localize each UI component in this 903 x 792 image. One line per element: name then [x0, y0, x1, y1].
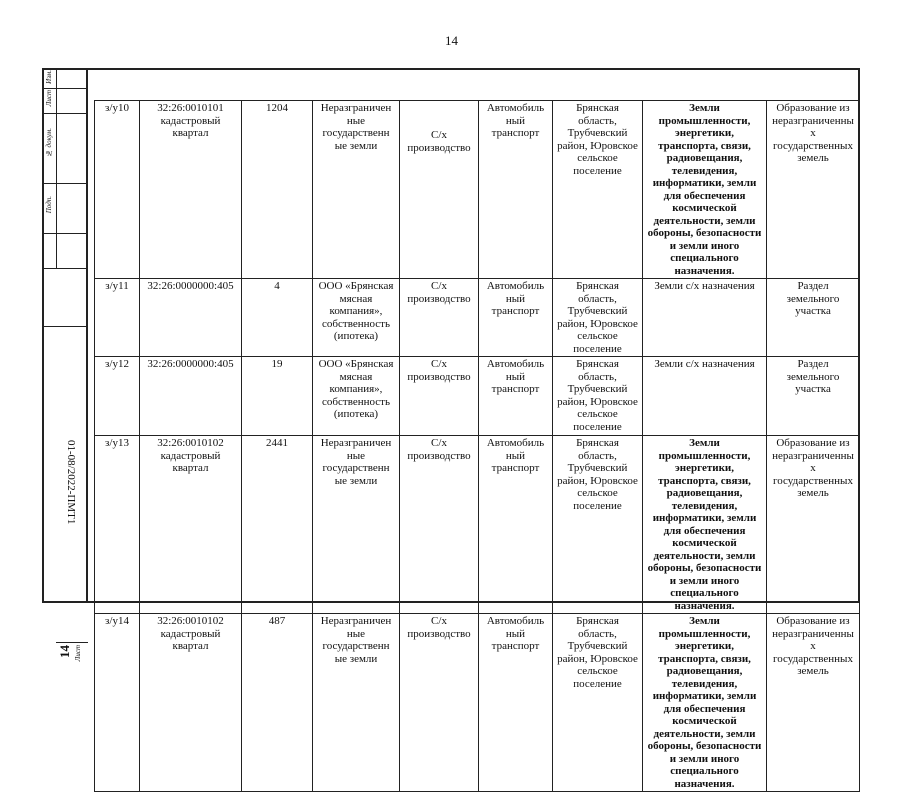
category-cell: Земли промышленности, энергетики, транспорта, связи, радиовещания, телевидения, информатики, земли для обеспечения космической деятельности, земли обороны, безопасности и земли иного специального назначения. [643, 614, 767, 792]
method-cell: Раздел земельного участка [767, 279, 860, 357]
area-cell: 2441 [242, 436, 313, 614]
address-cell: Брянская область, Трубчевский район, Юровское сельское поселение [553, 614, 643, 792]
plot-id: з/у10 [95, 101, 140, 279]
target-cell: Автомобиль ный транспорт [479, 279, 553, 357]
target-cell: Автомобиль ный транспорт [479, 101, 553, 279]
cadastral-cell: 32:26:0010102 кадастровый квартал [140, 436, 242, 614]
owner-cell: Неразграничен ные государственн ые земли [313, 101, 400, 279]
table-row [95, 101, 860, 279]
cadastral-cell: 32:26:0010101 кадастровый квартал [140, 101, 242, 279]
address-cell: Брянская область, Трубчевский район, Юровское сельское поселение [553, 101, 643, 279]
purpose-cell: С/х производство [400, 279, 479, 357]
label-izm: Изм. [45, 70, 53, 84]
cadastral-cell: 32:26:0000000:405 [140, 357, 242, 436]
owner-cell: ООО «Брянская мясная компания», собственность (ипотека) [313, 279, 400, 357]
label-signature: Подп. [45, 196, 53, 214]
target-cell: Автомобиль ный транспорт [479, 614, 553, 792]
sheet-label: Лист [74, 645, 82, 662]
address-cell: Брянская область, Трубчевский район, Юровское сельское поселение [553, 357, 643, 436]
land-plots-table [94, 100, 860, 792]
address-cell: Брянская область, Трубчевский район, Юровское сельское поселение [553, 436, 643, 614]
purpose-cell: С/х производство [400, 357, 479, 436]
purpose-cell: С/х производство [400, 101, 479, 279]
purpose-cell: С/х производство [400, 436, 479, 614]
address-cell: Брянская область, Трубчевский район, Юровское сельское поселение [553, 279, 643, 357]
table-row [95, 614, 860, 792]
cadastral-cell: 32:26:0010102 кадастровый квартал [140, 614, 242, 792]
category-cell: Земли промышленности, энергетики, транспорта, связи, радиовещания, телевидения, информатики, земли для обеспечения космической деятельности, земли обороны, безопасности и земли иного специального назначения. [643, 101, 767, 279]
category-cell: Земли промышленности, энергетики, транспорта, связи, радиовещания, телевидения, информатики, земли для обеспечения космической деятельности, земли обороны, безопасности и земли иного специального назначения. [643, 436, 767, 614]
table-row [95, 436, 860, 614]
method-cell: Образование из неразграниченны х государственных земель [767, 101, 860, 279]
method-cell: Образование из неразграниченны х государственных земель [767, 436, 860, 614]
page-number: 14 [445, 33, 458, 48]
purpose-cell: С/х производство [400, 614, 479, 792]
document-code: 01-08/2022-ПМТ1 [65, 439, 77, 525]
owner-cell: Неразграничен ные государственн ые земли [313, 614, 400, 792]
owner-cell: ООО «Брянская мясная компания», собственность (ипотека) [313, 357, 400, 436]
method-cell: Образование из неразграниченны х государственных земель [767, 614, 860, 792]
area-cell: 1204 [242, 101, 313, 279]
target-cell: Автомобиль ный транспорт [479, 357, 553, 436]
sheet-box [56, 642, 88, 676]
category-cell: Земли с/х назначения [643, 357, 767, 436]
plot-id: з/у13 [95, 436, 140, 614]
plot-id: з/у11 [95, 279, 140, 357]
area-cell: 487 [242, 614, 313, 792]
sheet-number: 14 [57, 645, 72, 658]
label-list: Лист [45, 90, 53, 107]
plot-id: з/у12 [95, 357, 140, 436]
label-doc-number: № докум. [45, 128, 53, 158]
target-cell: Автомобиль ный транспорт [479, 436, 553, 614]
owner-cell: Неразграничен ные государственн ые земли [313, 436, 400, 614]
method-cell: Раздел земельного участка [767, 357, 860, 436]
category-cell: Земли с/х назначения [643, 279, 767, 357]
table-row [95, 279, 860, 357]
table-row [95, 357, 860, 436]
area-cell: 19 [242, 357, 313, 436]
plot-id: з/у14 [95, 614, 140, 792]
title-block-strip [42, 68, 88, 662]
area-cell: 4 [242, 279, 313, 357]
cadastral-cell: 32:26:0000000:405 [140, 279, 242, 357]
